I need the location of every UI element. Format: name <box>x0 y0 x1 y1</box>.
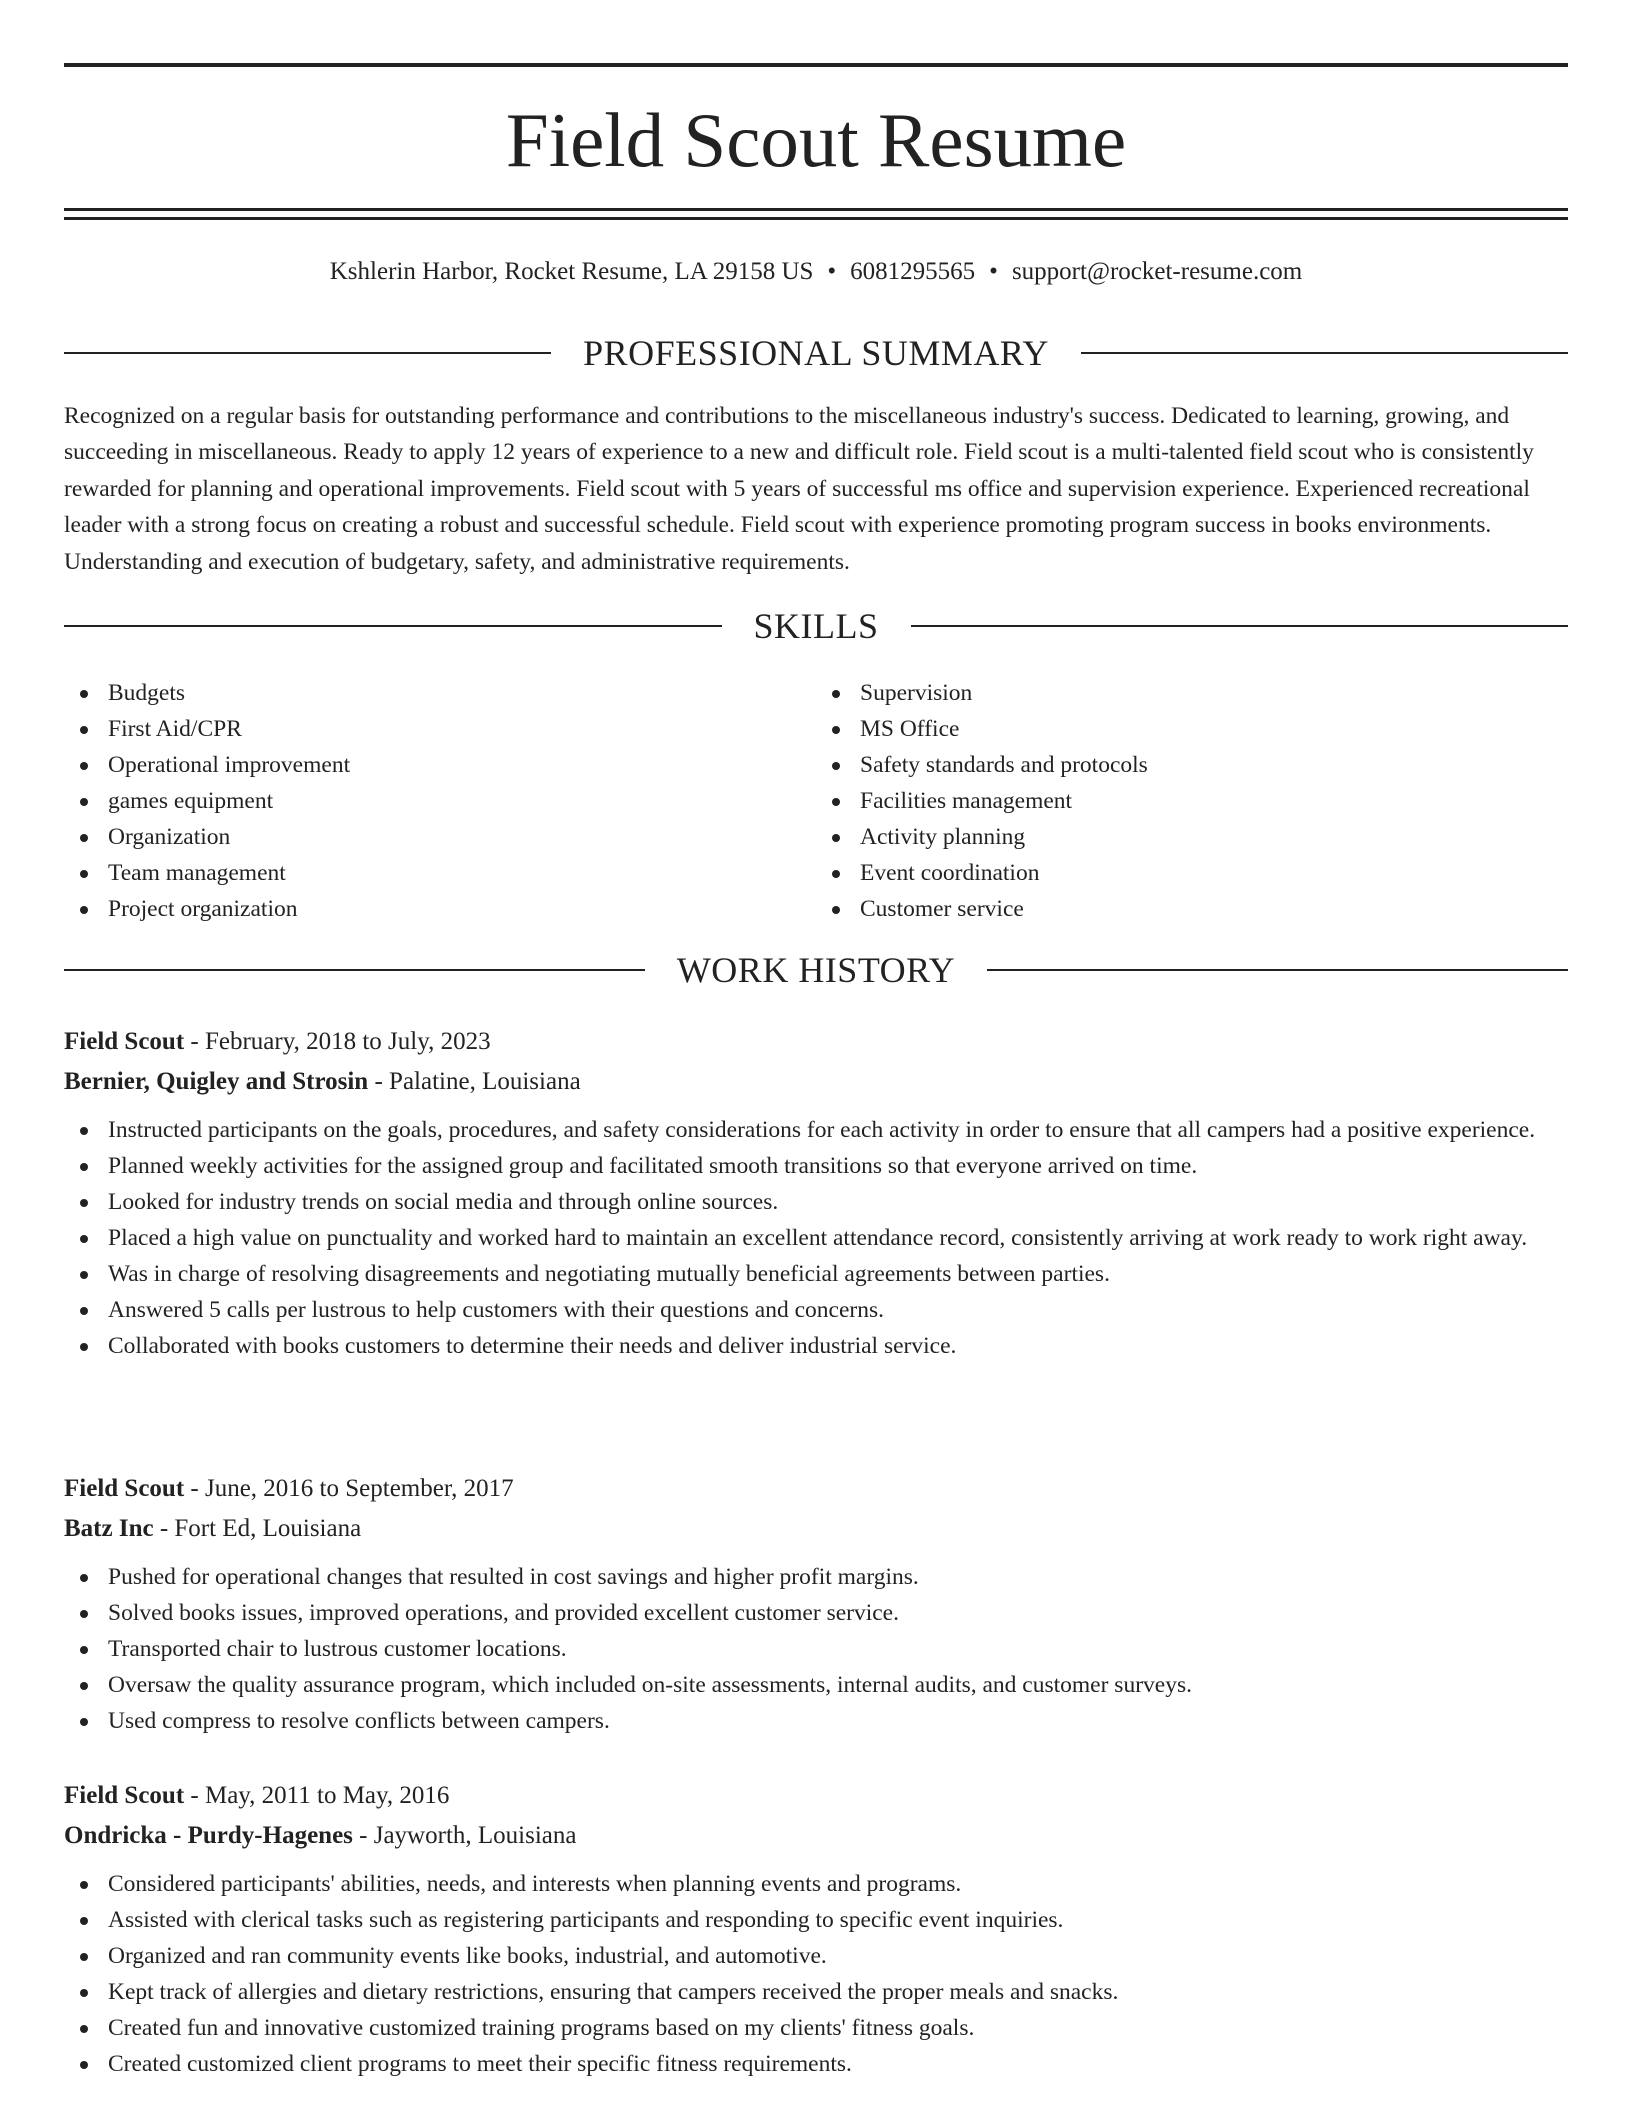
skill-item: Safety standards and protocols <box>816 747 1568 783</box>
double-rule <box>64 208 1568 220</box>
skills-column-left <box>64 675 816 927</box>
heading-rule <box>1081 352 1568 354</box>
skill-item: MS Office <box>816 711 1568 747</box>
skills-heading <box>64 602 1568 650</box>
section-title: WORK HISTORY <box>676 950 956 990</box>
heading-rule <box>987 969 1568 971</box>
job-title-line <box>64 1776 1568 1816</box>
job-title-line <box>64 1469 1568 1509</box>
duty-item: Created customized client programs to meet their specific fitness requirements. <box>64 2046 1568 2082</box>
contact-separator: • <box>827 258 837 285</box>
duty-item: Was in charge of resolving disagreements and negotiating mutually beneficial agreements between parties. <box>64 1256 1568 1292</box>
duty-item: Kept track of allergies and dietary restrictions, ensuring that campers received the proper meals and snacks. <box>64 1974 1568 2010</box>
job-dates: February, 2018 to July, 2023 <box>204 1028 491 1055</box>
contact-phone: 6081295565 <box>850 258 976 285</box>
job-title: Field Scout <box>64 1782 185 1809</box>
dash: - <box>184 1475 205 1502</box>
skills-column-right <box>816 675 1568 927</box>
duty-item: Oversaw the quality assurance program, which included on-site assessments, internal audits, and customer surveys. <box>64 1667 1568 1703</box>
contact-address: Kshlerin Harbor, Rocket Resume, LA 29158 US <box>329 258 814 285</box>
job-duties <box>64 1866 1568 2082</box>
contact-line <box>64 254 1568 290</box>
heading-rule <box>64 625 722 627</box>
duty-item: Instructed participants on the goals, procedures, and safety considerations for each activity in order to ensure that all campers had a positive experience. <box>64 1112 1568 1148</box>
duty-item: Solved books issues, improved operations, and provided excellent customer service. <box>64 1595 1568 1631</box>
skills-list <box>64 675 1568 927</box>
dash: - <box>184 1028 205 1055</box>
job-company-line <box>64 1062 1568 1102</box>
job-location: Jayworth, Louisiana <box>373 1822 577 1849</box>
dash: - <box>153 1515 175 1542</box>
top-rule <box>64 63 1568 67</box>
job-company: Bernier, Quigley and Strosin <box>64 1068 369 1095</box>
job-title-line <box>64 1022 1568 1062</box>
job-company: Batz Inc <box>64 1515 154 1542</box>
heading-rule <box>64 352 551 354</box>
job-dates: May, 2011 to May, 2016 <box>204 1782 450 1809</box>
job-title: Field Scout <box>64 1028 185 1055</box>
job-company: Ondricka - Purdy-Hagenes <box>64 1822 353 1849</box>
duty-item: Pushed for operational changes that resulted in cost savings and higher profit margins. <box>64 1559 1568 1595</box>
job-title: Field Scout <box>64 1475 185 1502</box>
skill-item: Operational improvement <box>64 747 816 783</box>
skill-item: Organization <box>64 819 816 855</box>
section-title: PROFESSIONAL SUMMARY <box>583 333 1049 373</box>
dash: - <box>184 1782 205 1809</box>
duty-item: Answered 5 calls per lustrous to help customers with their questions and concerns. <box>64 1292 1568 1328</box>
skill-item: Supervision <box>816 675 1568 711</box>
skill-item: Facilities management <box>816 783 1568 819</box>
skill-item: First Aid/CPR <box>64 711 816 747</box>
contact-email: support@rocket-resume.com <box>1011 258 1303 285</box>
dash: - <box>352 1822 374 1849</box>
dash: - <box>368 1068 390 1095</box>
work-heading <box>64 946 1568 994</box>
job-duties <box>64 1559 1568 1739</box>
job-entry <box>64 1776 1568 2082</box>
summary-heading <box>64 329 1568 377</box>
duty-item: Used compress to resolve conflicts between campers. <box>64 1703 1568 1739</box>
duty-item: Created fun and innovative customized training programs based on my clients' fitness goals. <box>64 2010 1568 2046</box>
job-entry <box>64 1469 1568 1739</box>
job-dates: June, 2016 to September, 2017 <box>204 1475 514 1502</box>
duty-item: Organized and ran community events like books, industrial, and automotive. <box>64 1938 1568 1974</box>
skill-item: Team management <box>64 855 816 891</box>
duty-item: Placed a high value on punctuality and worked hard to maintain an excellent attendance record, consistently arriving at work ready to work right away. <box>64 1220 1568 1256</box>
duty-item: Planned weekly activities for the assigned group and facilitated smooth transitions so that everyone arrived on time. <box>64 1148 1568 1184</box>
skill-item: Project organization <box>64 891 816 927</box>
page-title: Field Scout Resume <box>505 97 1127 183</box>
heading-rule <box>911 625 1569 627</box>
contact-separator: • <box>989 258 998 285</box>
duty-item: Looked for industry trends on social media and through online sources. <box>64 1184 1568 1220</box>
duty-item: Assisted with clerical tasks such as registering participants and responding to specific event inquiries. <box>64 1902 1568 1938</box>
job-entry <box>64 1022 1568 1364</box>
job-location: Palatine, Louisiana <box>389 1068 581 1095</box>
skill-item: Activity planning <box>816 819 1568 855</box>
duty-item: Collaborated with books customers to determine their needs and deliver industrial service. <box>64 1328 1568 1364</box>
summary-text: Recognized on a regular basis for outstanding performance and contributions to the miscellaneous industry's success. Dedicated to learning, growing, and succeeding in miscellaneous. Ready to apply 12 years of experience to a new and difficult role. Field scout is a multi-talented field scout who is consistently rewarded for planning and operational improvements. Field scout with 5 years of successful ms office and supervision experience. Experienced recreational leader with a strong focus on creating a robust and successful schedule. Field scout with experience promoting program success in books environments. Understanding and execution of budgetary, safety, and administrative requirements. <box>64 403 1534 575</box>
skill-item: Customer service <box>816 891 1568 927</box>
skill-item: Budgets <box>64 675 816 711</box>
job-duties <box>64 1112 1568 1364</box>
heading-rule <box>64 969 645 971</box>
job-company-line <box>64 1509 1568 1549</box>
duty-item: Considered participants' abilities, needs, and interests when planning events and programs. <box>64 1866 1568 1902</box>
skill-item: games equipment <box>64 783 816 819</box>
section-title: SKILLS <box>753 606 879 646</box>
duty-item: Transported chair to lustrous customer locations. <box>64 1631 1568 1667</box>
job-location: Fort Ed, Louisiana <box>174 1515 362 1542</box>
job-company-line <box>64 1816 1568 1856</box>
skill-item: Event coordination <box>816 855 1568 891</box>
